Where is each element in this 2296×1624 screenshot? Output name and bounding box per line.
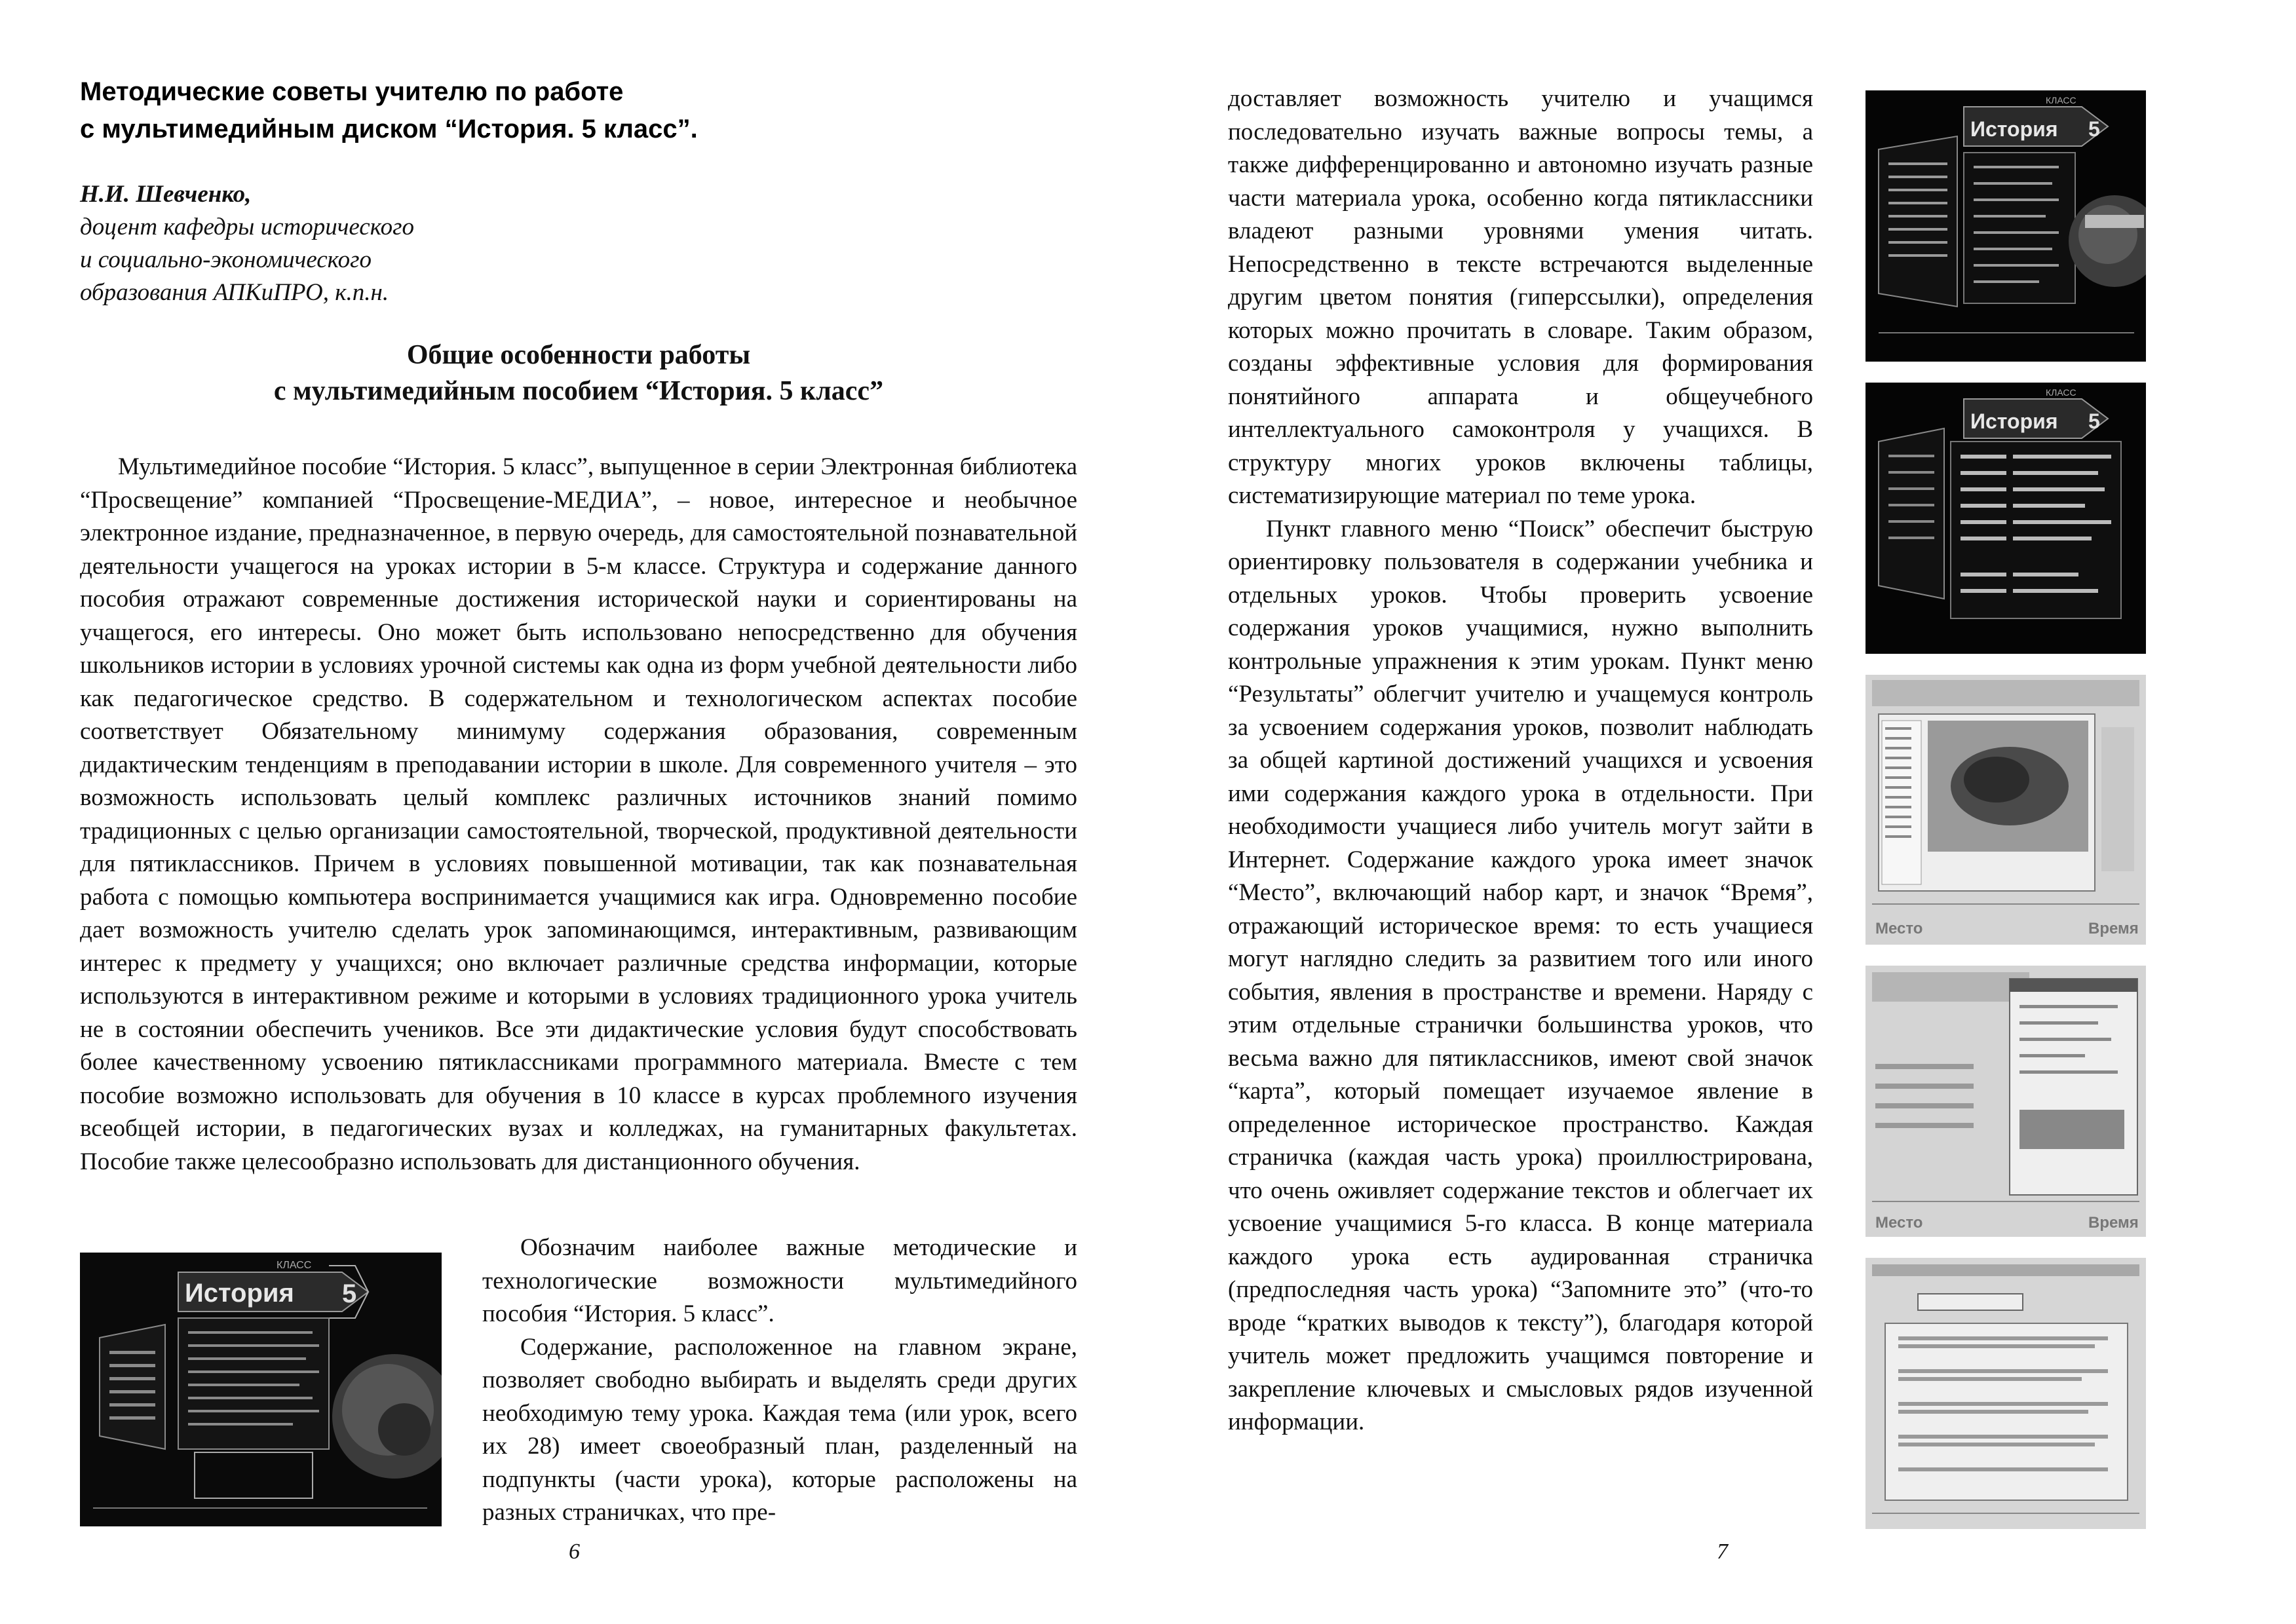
screenshot-2-title: История (1970, 409, 2058, 433)
author-name: Н.И. Шевченко, (80, 181, 252, 208)
results-screenshot (1866, 383, 2146, 654)
screenshot-4-time-label: Время (2088, 1214, 2139, 1232)
contents-paragraph: Содержание, расположенное на главном экране, позволяет свободно выбирать и выделять среди других необходимую тему урока. Каждая тема (или урок, всего их 28) имеет своеобразный план, разделенный на подпункты (части урока), которые расположены на разных страничках, что пре- (482, 1333, 1077, 1526)
screenshot-3-place-label: Место (1875, 920, 1923, 937)
main-menu-screenshot (80, 1253, 442, 1526)
methods-paragraph: Обозначим наиболее важные методические и технологические возможности мультимедийного пособия “История. 5 класс”. (482, 1234, 1077, 1327)
search-menu-paragraph: Пункт главного меню “Поиск” обеспечит быструю ориентировку пользователя в содержании учебника и отдельных уроков. Чтобы проверить усвоение содержания уроков учащимися, нужно выполнить контрольные упражнения к этим урокам. Пункт меню “Результаты” облегчит учителю и учащемуся контроль за усвоением содержания уроков, позволит наблюдать за общей картиной достижений учащихся и усвоения ими содержания каждого урока в отдельности. При необходимости учащиеся либо учитель могут зайти в Интернет. Содержание каждого урока имеет значок “Место”, включающий набор карт, и значок “Время”, отражающий историческое время: то есть учащиеся могут наглядно следить за развитием того или иного события, явления в пространстве и времени. Наряду с этим отдельные странички большинства уроков, что весьма важно для пятиклассников, имеют свой значок “карта”, который помещает изучаемое явление в определенное историческое пространство. Каждая страничка (каждая часть урока) проиллюстрирована, что очень оживляет содержание текстов и облегчает их усвоение учащимися 5-го класса. В конце материала каждого урока есть аудированная страничка (предпоследняя часть урока) “Запомните это” (что-то вроде “кратких выводов к тексту”), благодаря которой учитель может предложить учащимся повторение и закрепление ключевых и смысловых рядов изученной информации. (1228, 515, 1813, 1435)
section-heading-line-2: с мультимедийным пособием “История. 5 класс” (273, 376, 884, 406)
author-position-line-2: и социально-экономического (80, 246, 372, 273)
screenshot-grade: 5 (342, 1279, 357, 1308)
screenshot-1-subtitle: КЛАСС (2046, 95, 2076, 105)
right-page (1148, 0, 2296, 1624)
author-block (80, 178, 670, 309)
screenshot-2-subtitle: КЛАСС (2046, 387, 2076, 398)
author-position-line-3: образования АПКиПРО, к.п.н. (80, 279, 389, 306)
continued-paragraph: доставляет возможность учителю и учащимся последовательно изучать важные вопросы темы, а также дифференцированно и автономно изучать разные части материала урока, особенно когда пятиклассники владеют разными уровнями умения читать. Непосредственно в тексте встречаются выделенные другим цветом понятия (гиперссылки), определения которых можно прочитать в словаре. Таким образом, созданы эффективные условия для формирования понятийного аппарата и общеучебного интеллектуального самоконтроля у учащихся. В структуру многих уроков включены таблицы, систематизирующие материал по теме урока. (1228, 85, 1813, 509)
exercises-screenshot (1866, 1258, 2146, 1529)
settings-screenshot (1866, 966, 2146, 1237)
screenshot-title: История (185, 1279, 294, 1308)
lesson-contents-screenshot (1866, 90, 2146, 362)
screenshot-subtitle: КЛАСС (277, 1260, 312, 1271)
right-text-block (1228, 83, 1813, 1439)
page-number-right: 7 (1717, 1539, 1728, 1564)
screenshot-1-title: История (1970, 117, 2058, 141)
screenshot-4-place-label: Место (1875, 1214, 1923, 1232)
section-heading (80, 337, 1077, 409)
title-line-2: с мультимедийным диском “История. 5 класс”. (80, 115, 698, 143)
page-number-left: 6 (569, 1539, 580, 1564)
intro-paragraph: Мультимедийное пособие “История. 5 класс”, выпущенное в серии Электронная библиотека “Просвещение” компанией “Просвещение-МЕДИА”, – новое, интересное и необычное электронное издание, предназначенное, в первую очередь, для самостоятельной познавательной деятельности учащегося на уроках истории в 5-м классе. Структура и содержание данного пособия отражают современные достижения исторической науки и сориентированы на учащегося, его интересы. Оно может быть использовано непосредственно для обучения школьников истории в условиях урочной системы как одна из форм учебной деятельности либо как педагогическое средство. В содержательном и технологическом аспектах пособие соответствует Обязательному минимуму содержания образования, современным дидактическим тенденциям в преподавании истории в школе. Для современного учителя – это возможность использовать целый комплекс различных источников знаний помимо традиционных с целью организации самостоятельной, творческой, продуктивной деятельности для пятиклассников. Причем в условиях повышенной мотивации, так как познавательная работа с помощью компьютера воспринимается учащимися как игра. Одновременно пособие дает возможность учителю сделать урок запоминающимся, интерактивным, развивающим интерес к предмету у учащихся; оно включает различные средства информации, которые используются в интерактивном режиме и которыми в условиях традиционного урока учитель не в состоянии обеспечить учеников. Все эти дидактические условия будут способствовать более качественному усвоению пятиклассниками программного материала. Вместе с тем пособие возможно использовать для обучения в 10 классе в курсах проблемного изучения всеобщей истории, в педагогических вузах и колледжах, на гуманитарных факультетах. Пособие также целесообразно использовать для дистанционного обучения. (80, 453, 1077, 1175)
map-screenshot (1866, 675, 2146, 945)
screenshot-3-time-label: Время (2088, 920, 2139, 937)
title-line-1: Методические советы учителю по работе (80, 77, 624, 106)
side-text-block (482, 1232, 1077, 1530)
screenshot-1-grade: 5 (2088, 117, 2100, 141)
author-position-line-1: доцент кафедры исторического (80, 214, 415, 240)
section-heading-line-1: Общие особенности работы (406, 340, 751, 370)
intro-paragraph-block (80, 451, 1077, 1179)
screenshot-2-grade: 5 (2088, 409, 2100, 433)
article-title (80, 73, 735, 148)
